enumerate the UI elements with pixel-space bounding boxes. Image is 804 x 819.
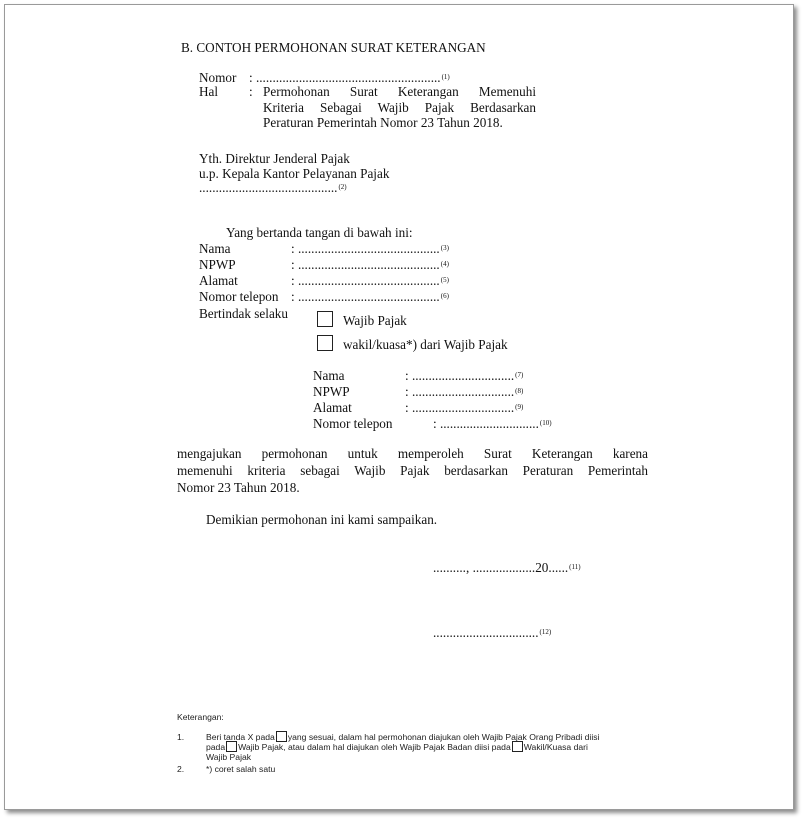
rep-npwp-field: : ...............................$^{(8)}$ [405,384,524,399]
note-2-text: *) coret salah satu [206,764,276,774]
rep-telepon-label: Nomor telepon [313,416,393,431]
hal-line-1: Permohonan Surat Keterangan Memenuhi [263,84,536,99]
addressee-line-2: u.p. Kepala Kantor Pelayanan Pajak [199,166,390,181]
note-1-line-2: pada Wajib Pajak, atau dalam hal diajukan oleh Wajib Pajak Badan diisi pada Wakil/Kuasa dari [206,742,588,752]
nomor-label: Nomor [199,70,237,85]
intro-text: Yang bertanda tangan di bawah ini: [226,225,413,240]
hal-label: Hal [199,84,219,99]
body-line-2: memenuhi kriteria sebagai Wajib Pajak berdasarkan Peraturan Pemerintah [177,463,648,478]
checkbox-wakil-kuasa-label: wakil/kuasa*) dari Wajib Pajak [343,337,508,352]
notes-title: Keterangan: [177,712,224,722]
note-1-line-1: Beri tanda X pada yang sesuai, dalam hal permohonan diajukan oleh Wajib Pajak Orang Pribadi diisi [206,732,600,742]
note-2-number: 2. [177,764,185,774]
rep-nama-label: Nama [313,368,345,383]
hal-colon: : [249,84,253,99]
rep-alamat-label: Alamat [313,400,352,415]
nomor-field: : ........................................................$^{(1)}$ [249,70,450,85]
checkbox-wajib-pajak-label: Wajib Pajak [343,313,407,328]
closing-text: Demikian permohonan ini kami sampaikan. [206,512,438,527]
applicant-telepon-field: : ...........................................$^{(6)}$ [291,289,449,304]
body-line-3: Nomor 23 Tahun 2018. [177,480,300,495]
applicant-nama-label: Nama [199,241,231,256]
note-checkbox-icon [512,741,523,752]
applicant-telepon-label: Nomor telepon [199,289,279,304]
rep-telepon-field: : ..............................$^{(10)}$ [433,416,552,431]
body-line-1: mengajukan permohonan untuk memperoleh Surat Keterangan karena [177,446,648,461]
note-1-number: 1. [177,732,185,742]
checkbox-wakil-kuasa[interactable] [317,335,333,351]
signature-line: ................................$^{(12)}$ [433,625,552,640]
rep-npwp-label: NPWP [313,384,350,399]
addressee-line-1: Yth. Direktur Jenderal Pajak [199,151,350,166]
rep-nama-field: : ...............................$^{(7)}$ [405,368,524,383]
note-checkbox-icon [226,741,237,752]
note-1-line-3: Wajib Pajak [206,752,252,762]
applicant-npwp-label: NPWP [199,257,236,272]
rep-alamat-field: : ...............................$^{(9)}$ [405,400,524,415]
acting-as-label: Bertindak selaku [199,306,288,321]
applicant-nama-field: : ...........................................$^{(3)}$ [291,241,449,256]
applicant-alamat-label: Alamat [199,273,238,288]
applicant-npwp-field: : ...........................................$^{(4)}$ [291,257,449,272]
checkbox-wajib-pajak[interactable] [317,311,333,327]
date-line: .........., ...................20......$^{(11)}$ [433,560,581,575]
hal-line-3: Peraturan Pemerintah Nomor 23 Tahun 2018. [263,115,503,130]
applicant-alamat-field: : ...........................................$^{(5)}$ [291,273,449,288]
hal-line-2: Kriteria Sebagai Wajib Pajak Berdasarkan [263,100,536,115]
page-title: B. CONTOH PERMOHONAN SURAT KETERANGAN [181,40,486,55]
addressee-line-3: ..........................................$^{(2)}$ [199,180,347,195]
